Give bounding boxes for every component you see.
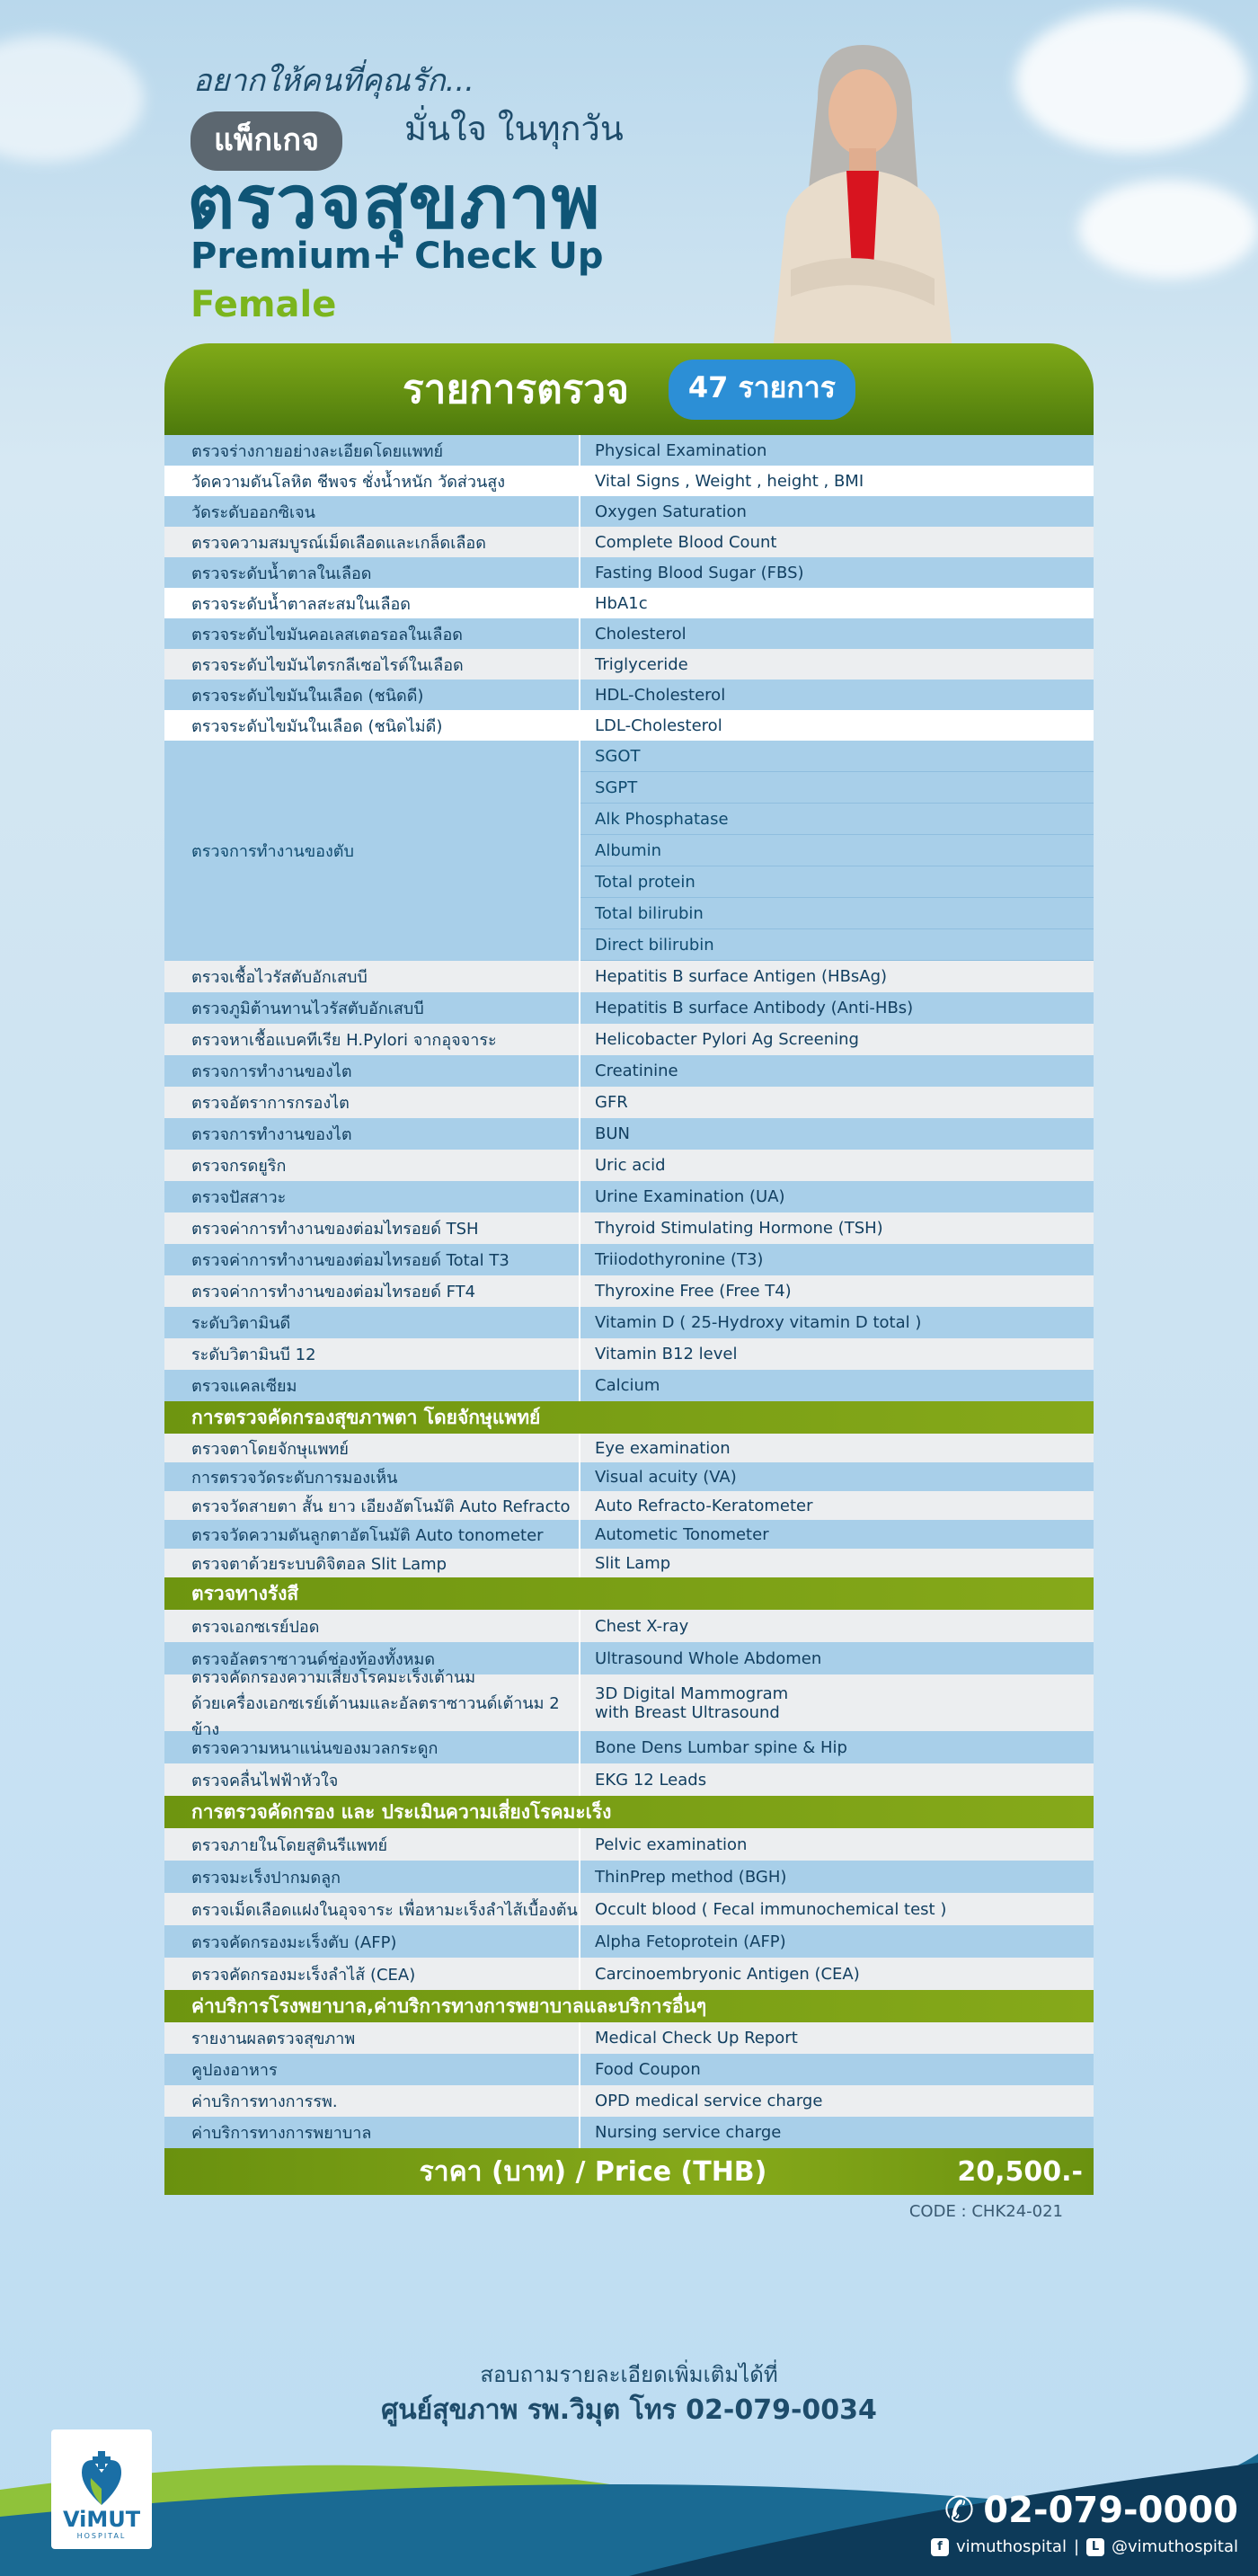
liver-test-item: SGPT [580,772,1094,804]
row-english-label: LDL-Cholesterol [595,715,722,735]
row-thai-label: รายงานผลตรวจสุขภาพ [164,2022,580,2054]
price-label: ราคา (บาท) / Price (THB) [419,2155,767,2188]
row-english-label: Bone Dens Lumbar spine & Hip [595,1737,847,1757]
row-english-label: Nursing service charge [595,2123,782,2142]
row-thai-label: ตรวจคัดกรองมะเร็งตับ (AFP) [164,1925,580,1958]
line-icon[interactable]: L [1086,2538,1104,2556]
table-row [164,1118,1094,1150]
row-english-label: Physical Examination [595,440,767,460]
row-english-line2: with Breast Ultrasound [595,1702,780,1722]
row-english-label: BUN [595,1124,630,1143]
checkup-table [164,343,1094,2221]
table-row [164,1307,1094,1338]
row-thai-label: ตรวจกรดยูริก [164,1150,580,1181]
table-row [164,557,1094,588]
phone-number: 02-079-0000 [983,2490,1238,2531]
logo-mark-icon [78,2451,125,2507]
gender-label: Female [190,284,337,325]
liver-group-label: ตรวจการทำงานของตับ [164,741,580,961]
table-row [164,618,1094,649]
row-english-label: Triglyceride [595,654,688,674]
row-thai-label: ตรวจค่าการทำงานของต่อมไทรอยด์ FT4 [164,1275,580,1307]
table-row [164,1150,1094,1181]
radiology-rows [164,1610,1094,1796]
table-row [164,1491,1094,1520]
row-english-label: GFR [595,1093,628,1112]
table-row [164,1244,1094,1275]
divider: | [1073,2537,1080,2556]
row-thai-label: ตรวจภูมิต้านทานไวรัสตับอักเสบบี [164,992,580,1024]
row-thai-label: ตรวจระดับน้ำตาลสะสมในเลือด [164,588,580,618]
row-thai-label: ตรวจอัลตราซาวนด์ช่องท้องทั้งหมด [164,1642,580,1674]
inquiry-line1: สอบถามรายละเอียดเพิ่มเติมได้ที่ [480,2362,778,2387]
liver-test-item: Albumin [580,835,1094,866]
table-row [164,1370,1094,1401]
table-row [164,1763,1094,1796]
liver-test-item: Total bilirubin [580,898,1094,929]
page-subtitle: Premium+ Check Up [190,235,604,277]
contact-phone[interactable] [944,2490,1238,2531]
blood-rows [164,961,1094,1401]
row-english-label: Oxygen Saturation [595,502,747,521]
row-english-label: Autometic Tonometer [595,1524,769,1544]
table-row [164,1055,1094,1087]
table-header [164,343,1094,435]
row-thai-label: ตรวจค่าการทำงานของต่อมไทรอยด์ Total T3 [164,1244,580,1275]
table-row [164,710,1094,741]
inquiry-line2: ศูนย์สุขภาพ รพ.วิมุต โทร 02-079-0034 [381,2394,877,2426]
table-row [164,1828,1094,1861]
section-radiology: ตรวจทางรังสี [164,1577,1094,1610]
row-thai-label: ตรวจมะเร็งปากมดลูก [164,1861,580,1893]
row-thai-label: ตรวจความสมบูรณ์เม็ดเลือดและเกล็ดเลือด [164,527,580,557]
table-row [164,649,1094,680]
row-english-label: OPD medical service charge [595,2092,823,2110]
table-row [164,1731,1094,1763]
row-english-label: Eye examination [595,1438,731,1458]
table-row [164,961,1094,992]
row-thai-label: ตรวจร่างกายอย่างละเอียดโดยแพทย์ [164,435,580,466]
row-thai-label: คูปองอาหาร [164,2054,580,2085]
liver-group [164,741,1094,961]
table-row [164,1610,1094,1642]
table-heading: รายการตรวจ [403,367,629,413]
row-thai-label: ตรวจระดับไขมันคอเลสเตอรอลในเลือด [164,618,580,649]
row-thai-label: ตรวจระดับไขมันในเลือด (ชนิดไม่ดี) [164,710,580,741]
row-english-label: Vitamin D ( 25-Hydroxy vitamin D total ) [595,1313,922,1332]
row-english-label: Thyroid Stimulating Hormone (TSH) [595,1219,883,1238]
table-row [164,1434,1094,1462]
row-thai-label: ตรวจวัดสายตา สั้น ยาว เอียงอัตโนมัติ Auto Refracto [164,1491,580,1520]
table-row [164,1024,1094,1055]
row-english-label: Creatinine [595,1061,678,1080]
row-english-label: Carcinoembryonic Antigen (CEA) [595,1964,860,1984]
row-thai-label: ตรวจแคลเซียม [164,1370,580,1401]
table-row [164,2117,1094,2148]
row-english-label: Triiodothyronine (T3) [595,1250,764,1269]
facebook-handle[interactable]: vimuthospital [955,2537,1067,2556]
row-english-label: Food Coupon [595,2060,701,2079]
row-english-label: Ultrasound Whole Abdomen [595,1648,822,1668]
phone-icon: ✆ [944,2490,975,2531]
row-thai-label: ตรวจหาเชื้อแบคทีเรีย H.Pylori จากอุจจาระ [164,1024,580,1055]
row-thai-label: ตรวจเชื้อไวรัสตับอักเสบบี [164,961,580,992]
row-english-label: Occult blood ( Fecal immunochemical test ) [595,1899,947,1919]
table-row [164,496,1094,527]
price-bar [164,2148,1094,2195]
row-english-label: HbA1c [595,593,648,613]
table-row [164,680,1094,710]
table-row [164,1087,1094,1118]
row-english-label: HDL-Cholesterol [595,685,726,705]
item-count-badge: 47 รายการ [669,360,855,420]
row-thai-label [164,1668,580,1739]
table-row [164,1668,1094,1739]
row-thai-label: ตรวจระดับไขมันในเลือด (ชนิดดี) [164,680,580,710]
table-row [164,435,1094,466]
table-row [164,2022,1094,2054]
section-cancer: การตรวจคัดกรอง และ ประเมินความเสี่ยงโรคมะเร็ง [164,1796,1094,1828]
page-title: ตรวจสุขภาพ [187,160,601,245]
row-english-label: Chest X-ray [595,1616,689,1636]
row-english-label [580,1674,1094,1731]
liver-test-item: Alk Phosphatase [580,804,1094,835]
row-thai-line2: ด้วยเครื่องเอกซเรย์เต้านมและอัลตราซาวนด์เต้านม 2 ข้าง [191,1694,560,1739]
table-row [164,2054,1094,2085]
social-links [931,2537,1238,2556]
header [0,0,1258,360]
row-thai-label: ค่าบริการทางการรพ. [164,2085,580,2117]
row-english-label: Auto Refracto-Keratometer [595,1496,813,1515]
row-thai-label: ตรวจคลื่นไฟฟ้าหัวใจ [164,1763,580,1796]
row-thai-label: ตรวจระดับน้ำตาลในเลือด [164,557,580,588]
line-handle[interactable]: @vimuthospital [1112,2537,1238,2556]
row-thai-line1: ตรวจคัดกรองความเสี่ยงโรคมะเร็งเต้านม [191,1668,476,1687]
liver-items [580,741,1094,961]
row-thai-label: ตรวจอัตราการกรองไต [164,1087,580,1118]
row-thai-label: ตรวจเอกซเรย์ปอด [164,1610,580,1642]
section-service: ค่าบริการโรงพยาบาล,ค่าบริการทางการพยาบาลและบริการอื่นๆ [164,1990,1094,2022]
row-thai-label: ตรวจระดับไขมันไตรกลีเซอไรด์ในเลือด [164,649,580,680]
cancer-rows [164,1828,1094,1990]
row-english-label: Pelvic examination [595,1834,748,1854]
row-english-line1: 3D Digital Mammogram [595,1683,789,1703]
row-thai-label: ตรวจภายในโดยสูตินรีแพทย์ [164,1828,580,1861]
row-thai-label: วัดความดันโลหิต ชีพจร ชั่งน้ำหนัก วัดส่วนสูง [164,466,580,496]
row-thai-label: ตรวจการทำงานของไต [164,1118,580,1150]
row-thai-label: ระดับวิตามินบี 12 [164,1338,580,1370]
row-english-label: Urine Examination (UA) [595,1187,785,1206]
table-row [164,1181,1094,1212]
eye-rows [164,1434,1094,1577]
table-row [164,588,1094,618]
table-row [164,527,1094,557]
row-thai-label: ค่าบริการทางการพยาบาล [164,2117,580,2148]
general-rows [164,435,1094,741]
section-eye: การตรวจคัดกรองสุขภาพตา โดยจักษุแพทย์ [164,1401,1094,1434]
table-row [164,1520,1094,1549]
row-english-label: Thyroxine Free (Free T4) [595,1282,792,1301]
vimut-logo [51,2429,152,2549]
row-thai-label: ตรวจตาโดยจักษุแพทย์ [164,1434,580,1462]
logo-subtext: HOSPITAL [76,2532,127,2540]
table-row [164,1893,1094,1925]
package-pill: แพ็กเกจ [190,111,342,171]
row-thai-label: การตรวจวัดระดับการมองเห็น [164,1462,580,1491]
row-english-label: Visual acuity (VA) [595,1467,737,1487]
table-row [164,2085,1094,2117]
row-thai-label: ตรวจตาด้วยระบบดิจิตอล Slit Lamp [164,1549,580,1577]
row-english-label: ThinPrep method (BGH) [595,1867,787,1887]
row-thai-label: ตรวจการทำงานของไต [164,1055,580,1087]
table-row [164,1549,1094,1577]
package-code: CODE : CHK24-021 [908,2202,1063,2221]
row-english-label: Uric acid [595,1156,666,1175]
table-row [164,466,1094,496]
table-row [164,1275,1094,1307]
table-row [164,1212,1094,1244]
row-thai-label: ตรวจปัสสาวะ [164,1181,580,1212]
row-english-label: Hepatitis B surface Antibody (Anti-HBs) [595,999,914,1017]
row-thai-label: ตรวจค่าการทำงานของต่อมไทรอยด์ TSH [164,1212,580,1244]
liver-test-item: SGOT [580,741,1094,772]
row-english-label: EKG 12 Leads [595,1770,707,1790]
row-english-label: Calcium [595,1376,660,1395]
row-english-label: Medical Check Up Report [595,2029,798,2047]
table-row [164,1861,1094,1893]
liver-test-item: Total protein [580,866,1094,898]
row-thai-label: ตรวจความหนาแน่นของมวลกระดูก [164,1731,580,1763]
row-english-label: Hepatitis B surface Antigen (HBsAg) [595,967,888,986]
liver-test-item: Direct bilirubin [580,929,1094,961]
row-thai-label: วัดระดับออกซิเจน [164,496,580,527]
tagline-line2: มั่นใจ ในทุกวัน [404,109,624,148]
table-row [164,1958,1094,1990]
row-english-label: Slit Lamp [595,1553,671,1573]
table-row [164,1338,1094,1370]
row-thai-label: ตรวจเม็ดเลือดแฝงในอุจจาระ เพื่อหามะเร็งลำไส้เบื้องต้น [164,1893,580,1925]
row-thai-label: ตรวจวัดความดันลูกตาอัตโนมัติ Auto tonometer [164,1520,580,1549]
table-row [164,992,1094,1024]
price-value: 20,500.- [957,2155,1083,2188]
row-english-label: Alpha Fetoprotein (AFP) [595,1932,786,1951]
row-english-label: Vitamin B12 level [595,1345,738,1364]
facebook-icon[interactable]: f [931,2538,949,2556]
row-english-label: Complete Blood Count [595,532,777,552]
row-english-label: Cholesterol [595,624,687,644]
table-row [164,1925,1094,1958]
row-thai-label: ตรวจคัดกรองมะเร็งลำไส้ (CEA) [164,1958,580,1990]
logo-name: ViMUT [62,2507,141,2532]
table-row [164,1462,1094,1491]
tagline-line1: อยากให้คนที่คุณรัก... [193,63,474,99]
row-thai-label: ระดับวิตามินดี [164,1307,580,1338]
woman-photo [764,36,961,351]
row-english-label: Helicobacter Pylori Ag Screening [595,1030,859,1049]
row-english-label: Fasting Blood Sugar (FBS) [595,563,804,582]
row-english-label: Vital Signs , Weight , height , BMI [595,471,864,491]
service-rows [164,2022,1094,2148]
